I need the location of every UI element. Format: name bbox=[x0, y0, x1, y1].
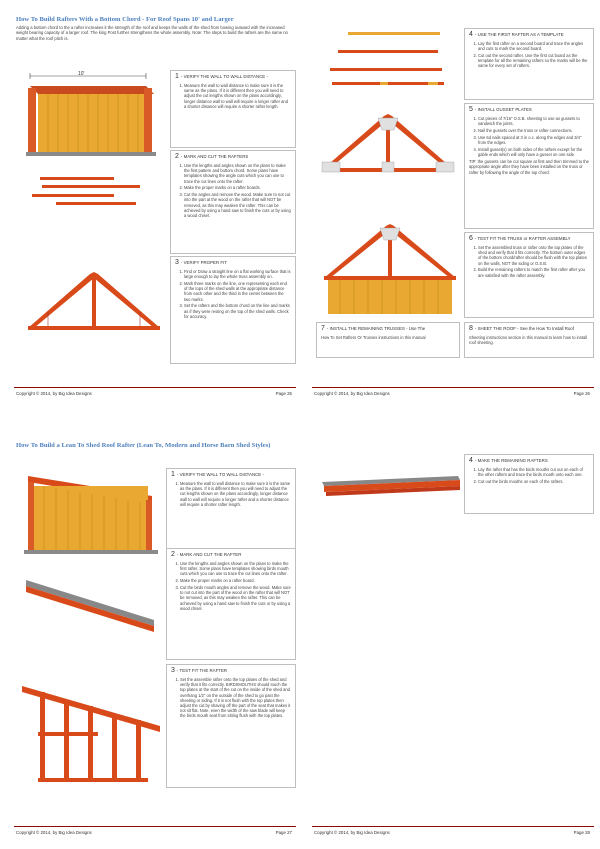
step-item: 3. Set the rafters and the bottom chord on the line and marks as if they were resting on the top of the shed walls. Check for accuracy. bbox=[184, 303, 291, 319]
lean-to-rafter-illustration bbox=[22, 574, 166, 634]
page-footer bbox=[312, 387, 594, 400]
page-26 bbox=[312, 10, 594, 400]
step-heading: - MARK AND CUT THE RAFTERS bbox=[180, 154, 249, 159]
page-25 bbox=[14, 10, 296, 400]
step-8-box bbox=[464, 322, 594, 358]
step-4-box bbox=[464, 454, 594, 514]
step-number: 1 bbox=[171, 471, 175, 478]
copyright-text: Copyright © 2014, by Big Idea Designs bbox=[16, 830, 92, 835]
step-text: Sheeting instructions section in this manual to learn how to install roof sheeting. bbox=[469, 335, 588, 346]
page-number: Page 28 bbox=[573, 830, 590, 835]
step-item: 2. Cut out the birds mouths on each of the rafters. bbox=[478, 479, 589, 484]
step-heading: - MARK AND CUT THE RAFTER bbox=[176, 552, 242, 557]
copyright-text: Copyright © 2014, by Big Idea Designs bbox=[314, 830, 390, 835]
step-number: 2 bbox=[171, 551, 175, 558]
page-number: Page 25 bbox=[275, 391, 292, 396]
step-item: 2. Build the remaining rafters to match the first rafter after you are satisfied with the rafter assembly. bbox=[478, 267, 589, 277]
page-title: How To Build a Lean To Shed Roof Rafter (Lean To, Modern and Horse Barn Shed Styles) bbox=[16, 442, 271, 449]
page-footer bbox=[14, 826, 296, 839]
step-number: 1 bbox=[175, 73, 179, 80]
step-3-box bbox=[166, 664, 296, 788]
step-item: 4. Install gusset(s) on both sides of the rafters except for the gable ends which will only have a gusset on one side. bbox=[478, 147, 589, 157]
step-2-box bbox=[166, 548, 296, 660]
step-item: 2. Make the proper marks on a rafter boards. bbox=[184, 185, 291, 190]
step-2-box bbox=[170, 150, 296, 254]
step-item: 1. Use the lengths and angles shown on the plans to make the first pattern and bottom chord. Some plans have templates showing the angle cuts which you can use to trace the cut lines onto the rafter. bbox=[184, 163, 291, 184]
step-item: 2. Make the proper marks on a rafter board. bbox=[180, 578, 291, 583]
step-text: How To Set Rafters Or Trusses instructions in this manual bbox=[321, 335, 426, 340]
stacked-rafters-illustration bbox=[318, 472, 464, 502]
step-heading: - INSTALL THE REMAINING TRUSSES - Use The bbox=[326, 326, 426, 331]
step-item: 1. Measure the wall to wall distance to make sure it is the same as the plans. If it is different then you will need to adjust the cut lengths shown on the plans accordingly, longer distance wall to wall will require a longer rafter and a shorter distance will require a shorter rafter length. bbox=[184, 83, 291, 109]
intro-text: Adding a bottom chord to the a rafter increases it the strength of the roof and keeps the walls of the shed from bowing outward with the increased weight bearing capacity of a larger roof. The king Post further strengthens the whole assembly. Note: The steps to build the rafters are the same no matter what the roof pitch is. bbox=[16, 25, 288, 41]
truss-assembly-illustration bbox=[24, 268, 164, 338]
step-4-box bbox=[464, 28, 594, 100]
step-item: 1. Cut pieces of 7/16" O.S.B. sheeting to use as gussets to sandwich the joints. bbox=[478, 116, 589, 126]
step-number: 8 bbox=[469, 325, 473, 332]
step-item: 1. Lay the rafter that has the birds mouths cut out on each of the other rafters and trace the birds mouth onto each one. bbox=[478, 467, 589, 477]
step-6-box bbox=[464, 232, 594, 318]
page-number: Page 26 bbox=[573, 391, 590, 396]
step-number: 5 bbox=[469, 106, 473, 113]
page-number: Page 27 bbox=[275, 830, 292, 835]
step-item: 3. Cut the angles and remove the wood. Make sure to not cut into the part at the wood on the rafter that will NOT be removed, as this may weaken the rafter. This can be achieved by using a hand saw to finish the cuts or by using a wood chisel. bbox=[184, 192, 291, 218]
page-28 bbox=[312, 434, 594, 839]
step-1-box bbox=[170, 70, 296, 148]
step-item: 2. Cut out the second rafter. Use the first cut board as the template for all the remaining rafters so the marks will be the same for every set of rafters. bbox=[478, 53, 589, 69]
lean-to-wall-illustration bbox=[20, 472, 164, 556]
step-heading: - VERIFY THE WALL TO WALL DISTANCE - bbox=[180, 74, 268, 79]
copyright-text: Copyright © 2014, by Big Idea Designs bbox=[314, 391, 390, 396]
step-number: 2 bbox=[175, 153, 179, 160]
step-number: 4 bbox=[469, 31, 473, 38]
step-item: 3. Cut the birds mouth angles and remove the wood. Make sure to not cut into the part of the wood on the rafter that will NOT be removed, as this may weaken the rafter. This can be achieved by using a hand saw to finish the cuts or by using a wood chisel. bbox=[180, 585, 291, 611]
test-fit-illustration bbox=[318, 220, 462, 316]
step-heading: - VERIFY THE WALL TO WALL DISTANCE - bbox=[176, 472, 264, 477]
step-item: 1. Measure the wall to wall distance to make sure it is the same as the plans. If it is different then you will need to adjust the cut lengths shown on the plans accordingly, longer distance wall to wall will require a longer rafter and a shorter distance will require a shorter rafter length. bbox=[180, 481, 291, 507]
step-number: 6 bbox=[469, 235, 473, 242]
lean-to-shed-frame-illustration bbox=[20, 670, 164, 786]
step-3-box bbox=[170, 256, 296, 364]
step-heading: - SHEET THE ROOF - See the How To Install Roof bbox=[474, 326, 574, 331]
step-number: 3 bbox=[175, 259, 179, 266]
step-7-box bbox=[316, 322, 460, 358]
tip-text: TIP: the gussets can be cut square at first and then trimmed to the appropriate angle after they have been installed on the truss or rafter by following the angle of the top chord. bbox=[469, 159, 589, 175]
step-heading: - TEST FIT THE TRUSS or RAFTER ASSEMBLY bbox=[474, 236, 571, 241]
step-item: 2. Mark three marks on the line, one representing each end of the tops of the shed walls at the appropriate distance from each other and the third in the center between the two marks. bbox=[184, 281, 291, 302]
page-27 bbox=[14, 434, 296, 839]
step-item: 1. Lay the first rafter on a second board and trace the angles and cuts to mark the second board. bbox=[478, 41, 589, 51]
dimension-label: 10' bbox=[78, 71, 85, 77]
rafter-template-illustration bbox=[318, 30, 462, 92]
step-item: 1. Find or Draw a straight line on a flat working surface that is large enough to lay the whole truss assembly on. bbox=[184, 269, 291, 279]
page-footer bbox=[14, 387, 296, 400]
step-item: 1. Set the assembled truss or rafter onto the top plates of the shed and verify that it fits correctly. The bottom outer edges of the bottom chord/rafter should be flush with the top plates on the walls, NOT the siding or O.S.B. bbox=[478, 245, 589, 266]
step-number: 3 bbox=[171, 667, 175, 674]
step-number: 4 bbox=[469, 457, 473, 464]
copyright-text: Copyright © 2014, by Big Idea Designs bbox=[16, 391, 92, 396]
step-heading: - MAKE THE REMAINING RAFTERS bbox=[474, 458, 548, 463]
page-footer bbox=[312, 826, 594, 839]
step-heading: - USE THE FIRST RAFTER AS A TEMPLATE bbox=[474, 32, 564, 37]
step-heading: - TEST FIT THE RAFTER bbox=[176, 668, 228, 673]
step-item: 1. Use the lengths and angles shown on the plans to make the first rafter. Some plans have templates showing birds mouth cuts which you can use to trace the cut lines onto the rafter. bbox=[180, 561, 291, 577]
page-title: How To Build Rafters With a Bottom Chord - For Roof Spans 10' and Larger bbox=[16, 16, 234, 23]
step-heading: - VERIFY PROPER FIT bbox=[180, 260, 227, 265]
step-5-box bbox=[464, 103, 594, 229]
step-item: 1. Set the assemble rafter onto the top plates of the shed and verify that it fits correctly. BIRDSMOUTHS should touch the top plates at the start of the cut on the inside of the shed and overhang 1/2" on the outside of the shed to go past the sheeting or siding. If it is not flush with the top plates then adjust the cut by shaving off the part of the seat that makes it not sit flat. Note, even the width of the saw blade will keep the birds mouth seat from sitting flush with the top plates. bbox=[180, 677, 291, 719]
step-item: 3. Use 6d nails spaced at 3 in o.c. along the edges and 3/4" from the edges. bbox=[478, 135, 589, 145]
gusset-truss-illustration bbox=[318, 110, 458, 180]
step-number: 7 bbox=[321, 325, 325, 332]
step-heading: - INSTALL GUSSET PLATES bbox=[474, 107, 532, 112]
step-item: 2. Nail the gussets over the truss or rafter connections. bbox=[478, 128, 589, 133]
rafter-boards-illustration bbox=[22, 175, 162, 215]
shed-wall-illustration bbox=[20, 68, 160, 160]
